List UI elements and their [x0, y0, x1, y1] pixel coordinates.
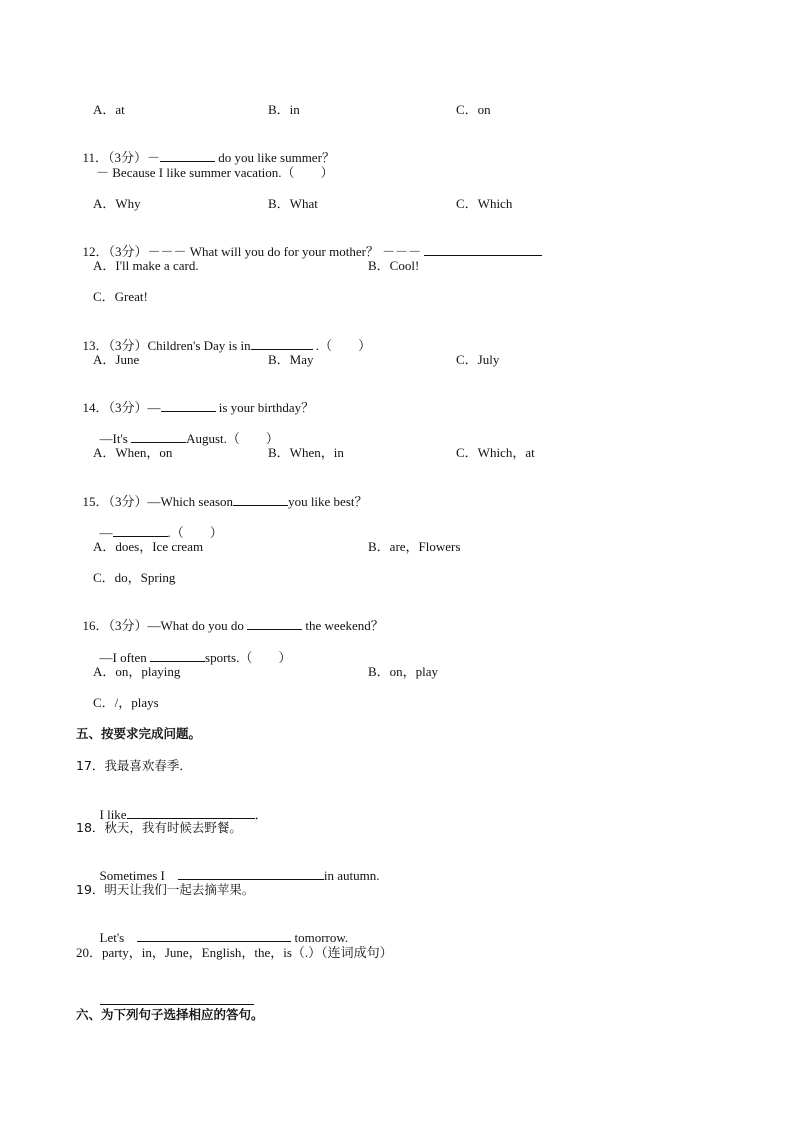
q19-answer-prefix: Let's — [99, 930, 138, 945]
q11-prefix: 11．（3分）－ — [82, 150, 161, 165]
q17-answer — [93, 790, 268, 823]
q14-line2 — [93, 414, 279, 447]
q11-suffix: do you like summer？ — [215, 150, 335, 165]
q19-question: 19．明天让我们一起去摘苹果。 — [76, 882, 255, 897]
q10-option-b: B．in — [268, 102, 300, 117]
q15-blank-1[interactable] — [233, 493, 288, 506]
q18-blank[interactable] — [178, 867, 324, 880]
q14-option-a: A．When，on — [93, 445, 173, 460]
q15-blank-2[interactable] — [113, 524, 168, 537]
q11-stem — [76, 133, 335, 166]
q13-option-b: B．May — [268, 352, 314, 367]
q20-blank[interactable] — [100, 992, 254, 1005]
q11-option-c: C．Which — [456, 196, 513, 211]
q15-line2-suffix: .（ ） — [167, 525, 223, 540]
q10-option-c: C．on — [456, 102, 491, 117]
q18-answer-prefix: Sometimes I — [99, 868, 178, 883]
q16-suffix: the weekend？ — [302, 618, 384, 633]
q15-line2-prefix: — — [99, 525, 113, 540]
q15-stem — [76, 477, 368, 510]
q13-option-c: C．July — [456, 352, 500, 367]
q13-prefix: 13．（3分）Children's Day is in — [82, 338, 251, 353]
q13-option-a: A．June — [93, 352, 140, 367]
q15-option-c: C．do，Spring — [93, 570, 176, 585]
q14-stem — [76, 383, 314, 416]
q16-prefix: 16．（3分）—What do you do — [82, 618, 248, 633]
q11-option-b: B．What — [268, 196, 318, 211]
q16-option-c: C．/，plays — [93, 695, 159, 710]
q18-question: 18．秋天，我有时候去野餐。 — [76, 820, 242, 835]
q13-stem — [76, 321, 371, 354]
q14-option-c: C．Which，at — [456, 445, 535, 460]
q14-blank-2[interactable] — [131, 430, 186, 443]
q17-answer-prefix: I like — [99, 807, 127, 822]
q13-blank[interactable] — [251, 337, 313, 350]
section-6-heading: 六、为下列句子选择相应的答句。 — [76, 1007, 264, 1022]
q12-option-a: A．I'll make a card. — [93, 258, 199, 273]
q16-line2-prefix: —I often — [99, 650, 151, 665]
q10-option-a: A．at — [93, 102, 125, 117]
q15-option-a: A．does，Ice cream — [93, 539, 204, 554]
q20-question: 20．party，in，June，English，the，is（.）（连词成句） — [76, 945, 393, 960]
q14-line2-suffix: August.（ ） — [186, 431, 279, 446]
q11-option-a: A．Why — [93, 196, 141, 211]
q12-option-b: B．Cool! — [368, 258, 420, 273]
q20-answer — [93, 976, 254, 1009]
q15-suffix: you like best？ — [288, 494, 368, 509]
q12-option-c: C．Great! — [93, 289, 148, 304]
q16-blank-2[interactable] — [150, 649, 205, 662]
q15-line2 — [93, 508, 223, 541]
q16-blank-1[interactable] — [247, 617, 302, 630]
q14-prefix: 14．（3分）— — [82, 400, 161, 415]
q18-answer — [93, 851, 379, 884]
q16-line2 — [93, 633, 291, 666]
q16-option-a: A．on，playing — [93, 664, 181, 679]
q15-option-b: B．are，Flowers — [368, 539, 461, 554]
q17-answer-suffix: ． — [254, 807, 268, 822]
q11-blank[interactable] — [160, 149, 215, 162]
section-5-heading: 五、按要求完成问题。 — [76, 726, 202, 741]
q12-prefix: 12．（3分）－－－ What will you do for your mother？ －－－ — [82, 244, 425, 259]
q19-blank[interactable] — [137, 929, 291, 942]
q18-answer-suffix: in autumn. — [323, 868, 380, 883]
q16-option-b: B．on，play — [368, 664, 439, 679]
q17-blank[interactable] — [127, 806, 255, 819]
q14-blank-1[interactable] — [161, 399, 216, 412]
q17-question: 17．我最喜欢春季． — [76, 758, 192, 773]
q14-option-b: B．When，in — [268, 445, 344, 460]
q19-answer-suffix: tomorrow. — [291, 930, 349, 945]
q12-stem — [76, 227, 542, 260]
q11-line2: － Because I like summer vacation.（ ） — [96, 165, 334, 180]
q14-line2-prefix: —It's — [99, 431, 132, 446]
q13-suffix: .（ ） — [312, 338, 372, 353]
q16-line2-suffix: sports.（ ） — [205, 650, 292, 665]
q16-stem — [76, 601, 384, 634]
q12-blank[interactable] — [424, 243, 542, 256]
q14-suffix: is your birthday？ — [215, 400, 315, 415]
q19-answer — [93, 913, 348, 946]
q15-prefix: 15．（3分）—Which season — [82, 494, 234, 509]
